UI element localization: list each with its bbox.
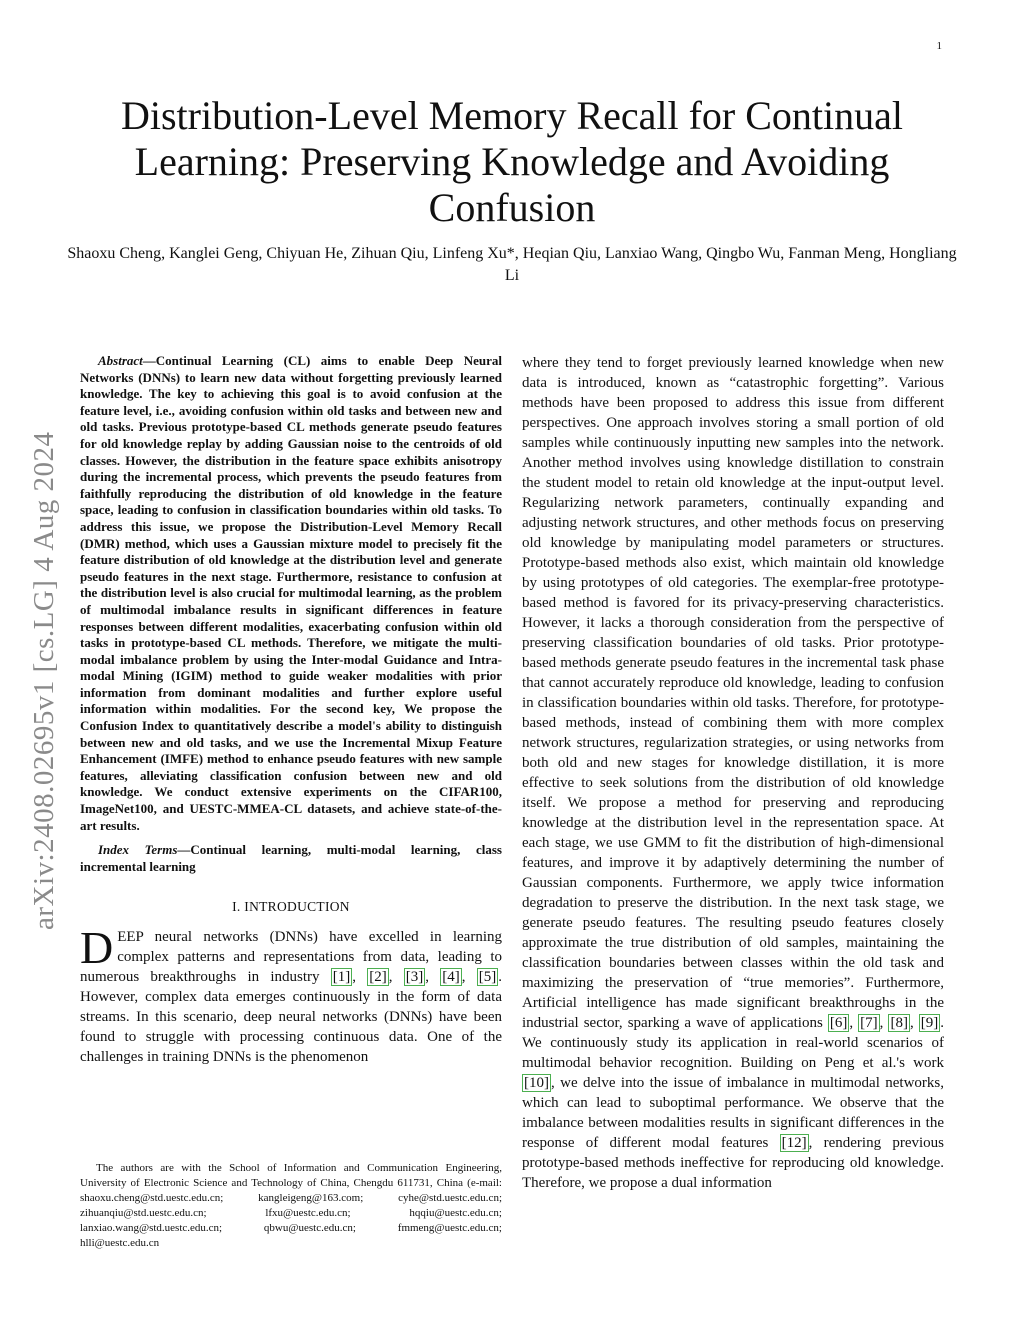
body-text-part3: , we delve into the issue of imbalance in multimodal networks, which can lead to suboptimal performance. We observe that the imbalance between modalities results in significant differences in the response of different modal features: [522, 1075, 944, 1151]
citation-link[interactable]: [8]: [890, 1015, 908, 1031]
citation-link[interactable]: [1]: [332, 969, 351, 986]
index-terms-text: —Continual learning, multi-modal learning, class incremental learning: [80, 842, 502, 874]
intro-text-end: However, complex data emerges continuously in the form of data streams. In this scenario, deep neural networks (DNNs) have been found to struggle with processing continuous data. One of the challenges in training DNNs is the phenomenon: [80, 989, 502, 1066]
drop-cap: D: [80, 922, 114, 974]
citation-link[interactable]: [9]: [920, 1015, 939, 1031]
body-text-part1: where they tend to forget previously learned knowledge when new data is introduced, known as “catastrophic forgetting”. Various methods have been proposed to address this issue from different perspectives. One approach involves storing a small portion of old samples while continuously inputting new samples into the network. Another method involves using knowledge distillation to constrain the student model to retain old knowledge at the input-output level. Regularizing network parameters, continually expanding and adjusting network structures, and other methods focus on preserving old knowledge by manipulating model parameters or structures. Prototype-based methods also exist, which maintain old knowledge by using prototypes of old categories. The exemplar-free prototype-based method is favored for its privacy-preserving characteristics. However, it lacks a thorough consideration from the perspective of preserving classification boundaries of old tasks. Prior prototype-based methods generate pseudo features in the incremental task phase that cannot accurately reproduce old knowledge, leading to confusion in classification boundaries within old tasks. Therefore, for prototype-based methods, instead of combining them with more complex network structures, regularization strategies, or using networks from both old and new stages for knowledge distillation, it is more effective to seek solutions from the distribution of old knowledge itself. We propose a method for preserving and reproducing knowledge at the distribution level in the representation space. At each stage, we use GMM to fit the distribution of high-dimensional features, and improve it by adaptively determining the number of Gaussian components. Furthermore, we apply twice information degradation to preserve the distribution. In the next task stage, we generate pseudo features. The resulting pseudo features closely approximate the true distribution of old samples, maintaining the classification boundaries between classes within the old task and maximizing the preservation of “true memories”. Furthermore, Artificial intelligence has made significant breakthroughs in the industrial sector, sparking a wave of applications: [522, 355, 944, 1031]
paper-title: Distribution-Level Memory Recall for Continual Learning: Preserving Knowledge and Avoiding Confusion: [120, 93, 904, 230]
abstract-text: —Continual Learning (CL) aims to enable Deep Neural Networks (DNNs) to learn new data without forgetting previously learned knowledge. The key to achieving this goal is to avoid confusion at the feature level, i.e., avoiding confusion within old tasks and between new and old tasks. Previous prototype-based CL methods generate pseudo features for old knowledge replay by adding Gaussian noise to the centroids of old classes. However, the distribution in the feature space exhibits anisotropy during the incremental process, which prevents the pseudo features from faithfully reproducing the distribution of old knowledge in the feature space, leading to confusion in classification boundaries within old tasks. To address this issue, we propose the Distribution-Level Memory Recall (DMR) method, which uses a Gaussian mixture model to precisely fit the feature distribution of old knowledge at the distribution level and generate pseudo features in the next stage. Furthermore, resistance to confusion at the distribution level is also crucial for multimodal learning, as the problem of multimodal imbalance results in significant differences in feature responses between different modalities, exacerbating confusion within old tasks in prototype-based CL methods. Therefore, we mitigate the multi-modal imbalance problem by using the Inter-modal Guidance and Intra-modal Mining (IGIM) method to guide weaker modalities with prior information from dominant modalities and further explore useful information within modalities. For the second key, We propose the Confusion Index to quantitatively describe a model's ability to distinguish between new and old tasks, and we use the Incremental Mixup Feature Enhancement (IMFE) method to enhance pseudo features with new sample features, alleviating classification confusion between new and old knowledge. We conduct extensive experiments on the CIFAR100, ImageNet100, and UESTC-MMEA-CL datasets, and achieve state-of-the-art results.: [80, 353, 502, 833]
citation-link[interactable]: [7]: [860, 1015, 878, 1031]
section-heading-introduction: I. INTRODUCTION: [232, 899, 350, 915]
abstract: [80, 353, 502, 834]
citation-link[interactable]: [4]: [442, 969, 460, 986]
body-text-part2: We continuously study its application in real-world scenarios of multimodal behavior recognition. Building on Peng et al.'s work: [522, 1035, 944, 1071]
body-paragraph: where they tend to forget previously learned knowledge when new data is introduced, known as “catastrophic forgetting”. Various methods have been proposed to address this issue from different perspectives. One approach involves storing a small portion of old samples while continuously inputting new samples into the network. Another method involves using knowledge distillation to constrain the student model to retain old knowledge at the input-output level. Regularizing network parameters, continually expanding and adjusting network structures, and other methods focus on preserving old knowledge by manipulating model parameters or structures. Prototype-based methods also exist, which maintain old knowledge by using prototypes of old categories. The exemplar-free prototype-based method is favored for its privacy-preserving characteristics. However, it lacks a thorough consideration from the perspective of preserving classification boundaries of old tasks. Prior prototype-based methods generate pseudo features in the incremental task phase that cannot accurately reproduce old knowledge, leading to confusion in classification boundaries within old tasks. Therefore, for prototype-based methods, instead of combining them with more complex network structures, regularization strategies, or using networks from both old and new stages for knowledge distillation, it is more effective to seek solutions from the distribution of old knowledge itself. We propose a method for preserving and reproducing knowledge at the distribution level in the representation space. At each stage, we use GMM to fit the distribution of high-dimensional features, and improve it by adaptively determining the number of Gaussian components. Furthermore, we apply twice information degradation to preserve the distribution. In the next task stage, we generate pseudo features. The resulting pseudo features closely approximate the true distribution of old samples, maintaining the classification boundaries between classes within the old task and maximizing the preservation of “true memories”. Furthermore, Artificial intelligence has made significant breakthroughs in the industrial sector, sparking a wave of applications [6] , [7] , [8] , [9] . We continuously study its application in real-world scenarios of multimodal behavior recognition. Building on Peng et al.'s work [10] , we delve into the issue of imbalance in multimodal networks, which can lead to suboptimal performance. We observe that the imbalance between modalities results in significant differences in the response of different modal features [12] , rendering previous prototype-based methods ineffective for reproducing old knowledge. Therefore, we propose a dual information: [522, 355, 944, 1191]
citation-link[interactable]: [12]: [781, 1135, 807, 1151]
citation-link[interactable]: [6]: [829, 1015, 848, 1031]
left-column: [80, 353, 502, 1067]
intro-text-start: EEP neural networks (DNNs) have excelled in learning complex patterns and representations from data, leading to numerous breakthroughs in industry: [80, 929, 502, 986]
citation-link[interactable]: [2]: [369, 969, 387, 986]
author-footnote: The authors are with the School of Information and Communication Engineering, University of Electronic Science and Technology of China, Chengdu 611731, China (e-mail: shaoxu.cheng@std.uestc.edu.cn; kangleigeng@163.com; cyhe@std.uestc.edu.cn; zihuanqiu@std.uestc.edu.cn; lfxu@uestc.edu.cn; hqqiu@uestc.edu.cn; lanxiao.wang@std.uestc.edu.cn; qbwu@uestc.edu.cn; fmmeng@uestc.edu.cn; hlli@uestc.edu.cn: [80, 1162, 502, 1249]
arxiv-stamp: arXiv:2408.02695v1 [cs.LG] 4 Aug 2024: [28, 431, 60, 930]
abstract-label: Abstract: [98, 353, 143, 368]
page-number: 1: [936, 40, 942, 52]
citation-link[interactable]: [5]: [478, 969, 497, 986]
citation-link[interactable]: [3]: [405, 969, 424, 986]
body-text-part4: , rendering previous prototype-based methods ineffective for reproducing old knowledge. Therefore, we propose a dual information: [522, 1135, 944, 1191]
right-column: [522, 353, 944, 1193]
intro-paragraph: DEEP neural networks (DNNs) have excelled in learning complex patterns and representations from data, leading to numerous breakthroughs in industry [1] , [2] , [3] , [4] , [5] . However, complex data emerges continuously in the form of data streams. In this scenario, deep neural networks (DNNs) have been found to struggle with processing continuous data. One of the challenges in training DNNs is the phenomenon: [80, 922, 503, 1066]
index-terms-label: Index Terms: [98, 842, 178, 858]
index-terms: [80, 842, 502, 875]
author-list: Shaoxu Cheng, Kanglei Geng, Chiyuan He, Zihuan Qiu, Linfeng Xu*, Heqian Qiu, Lanxiao Wang, Qingbo Wu, Fanman Meng, Hongliang Li: [67, 245, 957, 284]
citation-link[interactable]: [10]: [524, 1075, 549, 1091]
